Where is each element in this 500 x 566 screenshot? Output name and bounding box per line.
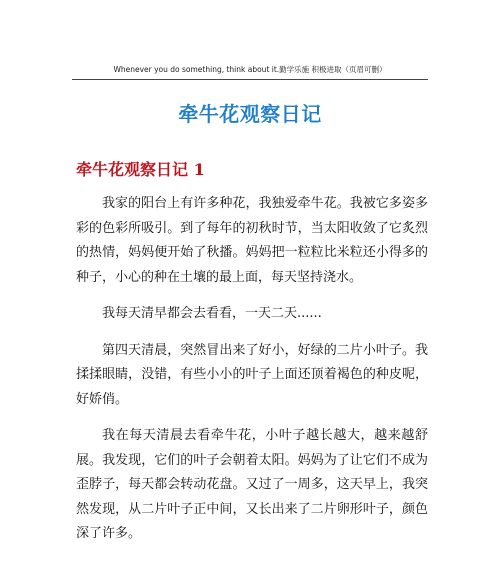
paragraph-2: 我每天清早都会去看看，一天二天...... bbox=[102, 306, 322, 321]
paragraph-4: 我在每天清晨去看牵牛花，小叶子越长越大，越来越舒展。我发现，它们的叶子会朝着太阳。妈妈为了让它们不成为歪脖子，每天都会转动花盘。又过了一周多，这天早上，我突然发现，从二片叶子正中间，又长出来了二片卵形叶子，颜色深了许多。 bbox=[76, 428, 428, 541]
paragraph-3: 第四天清晨，突然冒出来了好小，好绿的二片小叶子。我揉揉眼睛，没错，有些小小的叶子上面还顶着褐色的种皮呢，好娇俏。 bbox=[76, 342, 428, 407]
page-header: Whenever you do something, think about it.勤学乐施 积极进取（页眉可删） bbox=[113, 65, 387, 74]
document-title: 牵牛花观察日记 bbox=[178, 102, 322, 126]
section-heading: 牵牛花观察日记 1 bbox=[76, 160, 205, 179]
paragraph-1: 我家的阳台上有许多种花，我独爱牵牛花。我被它多姿多彩的色彩所吸引。到了每年的初秋时节，当太阳收敛了它炙烈的热情，妈妈便开始了秋播。妈妈把一粒粒比米粒还小得多的种子，小心的种在土壤的最上面，每天坚持浇水。 bbox=[76, 196, 428, 285]
header-divider bbox=[72, 79, 428, 80]
body-text bbox=[76, 192, 428, 559]
